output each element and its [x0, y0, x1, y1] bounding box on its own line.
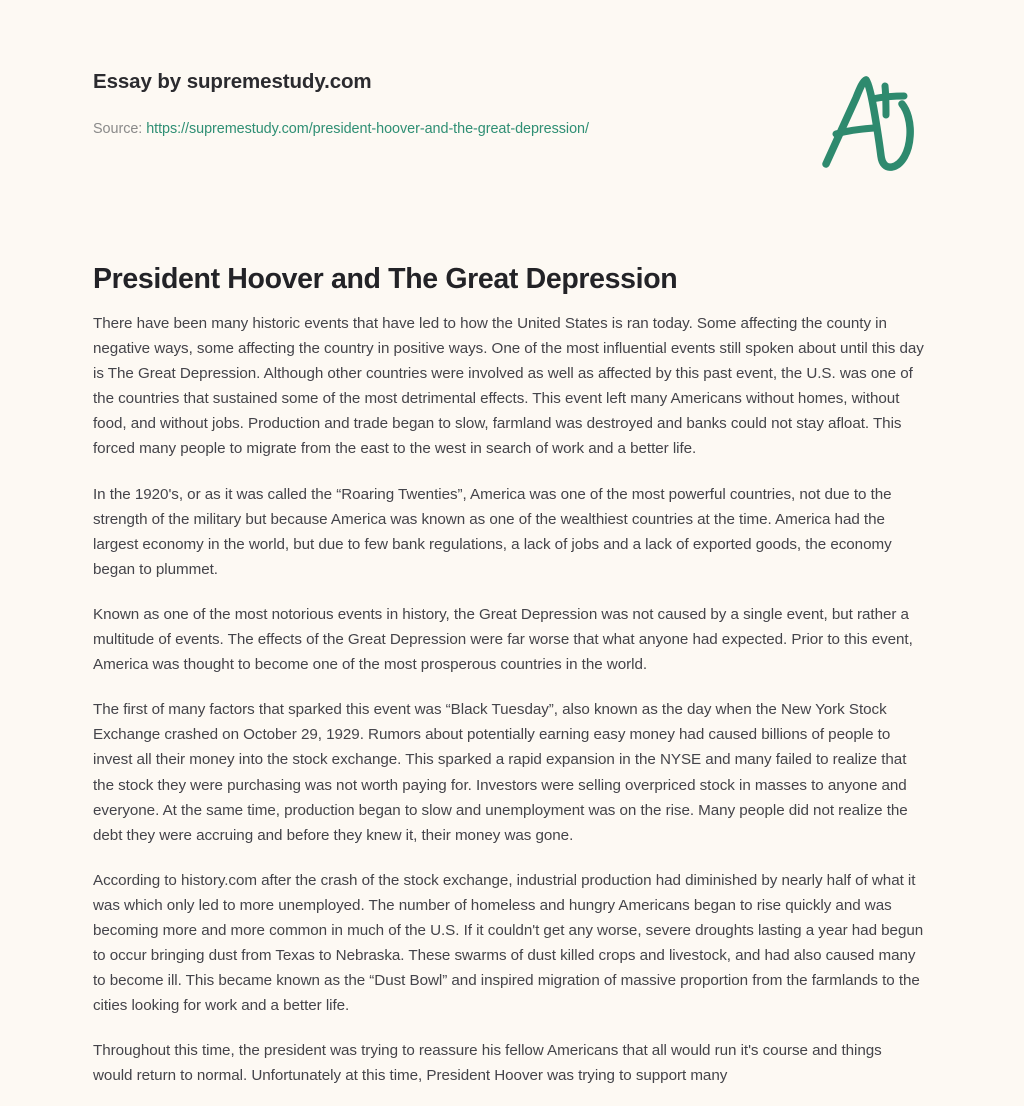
paragraph: Known as one of the most notorious events in history, the Great Depression was not caused by a single event, but rather a multitude of events. The effects of the Great Depression were far worse that what anyone had expected. Prior to this event, America was thought to become one of the most prosperous countries in the world. — [93, 605, 913, 674]
paragraph: In the 1920's, or as it was called the “Roaring Twenties”, America was one of the most powerful countries, not due to the strength of the military but because America was known as one of the wealthiest countries at the time. America had the largest economy in the world, but due to few bank regulations, a lack of jobs and a lack of exported goods, the economy began to plummet. — [93, 485, 892, 578]
paragraph: Throughout this time, the president was trying to reassure his fellow Americans that all would run it's course and things would return to normal. Unfortunately at this time, President Hoover was trying to support many — [93, 1042, 882, 1085]
page-title: President Hoover and The Great Depression — [93, 263, 678, 296]
paragraph: There have been many historic events that have led to how the United States is ran today. Some affecting the county in negative ways, some affecting the country in positive ways. One of the most influential events still spoken about until this day is The Great Depression. Although other countries were involved as well as affected by this past event, the U.S. was one of the countries that sustained some of the most detrimental effects. This event left many Americans without homes, without food, and without jobs. Production and trade began to slow, farmland was destroyed and banks could not stay afloat. This forced many people to migrate from the east to the west in search of work and a better life. — [93, 315, 924, 458]
brand-byline: Essay by supremestudy.com — [93, 70, 372, 93]
essay-body — [93, 311, 925, 1089]
paragraph: The first of many factors that sparked this event was “Black Tuesday”, also known as the day when the New York Stock Exchange crashed on October 29, 1929. Rumors about potentially earning easy money had caused billions of people to invest all their money into the stock exchange. This sparked a rapid expansion in the NYSE and many failed to realize that the stock they were purchasing was not worth paying for. Investors were selling overpriced stock in masses to anyone and everyone. At the same time, production began to slow and unemployment was on the rise. Many people did not realize the debt they were accruing and before they knew it, their money was gone. — [93, 701, 908, 844]
a-plus-logo-icon — [812, 68, 932, 178]
paragraph: According to history.com after the crash of the stock exchange, industrial production had diminished by nearly half of what it was which only led to more unemployed. The number of homeless and hungry Americans began to rise quickly and was becoming more and more common in much of the U.S. If it couldn't get any worse, severe droughts lasting a year had begun to occur bringing dust from Texas to Nebraska. These swarms of dust killed crops and livestock, and had also caused many to become ill. This became known as the “Dust Bowl” and inspired migration of massive proportion from the farmlands to the cities looking for work and a better life. — [93, 871, 924, 1015]
source-line — [93, 121, 589, 137]
source-label: Source: — [93, 121, 143, 137]
page-header — [0, 0, 1024, 210]
source-url-link[interactable]: https://supremestudy.com/president-hoover-and-the-great-depression/ — [146, 121, 589, 137]
